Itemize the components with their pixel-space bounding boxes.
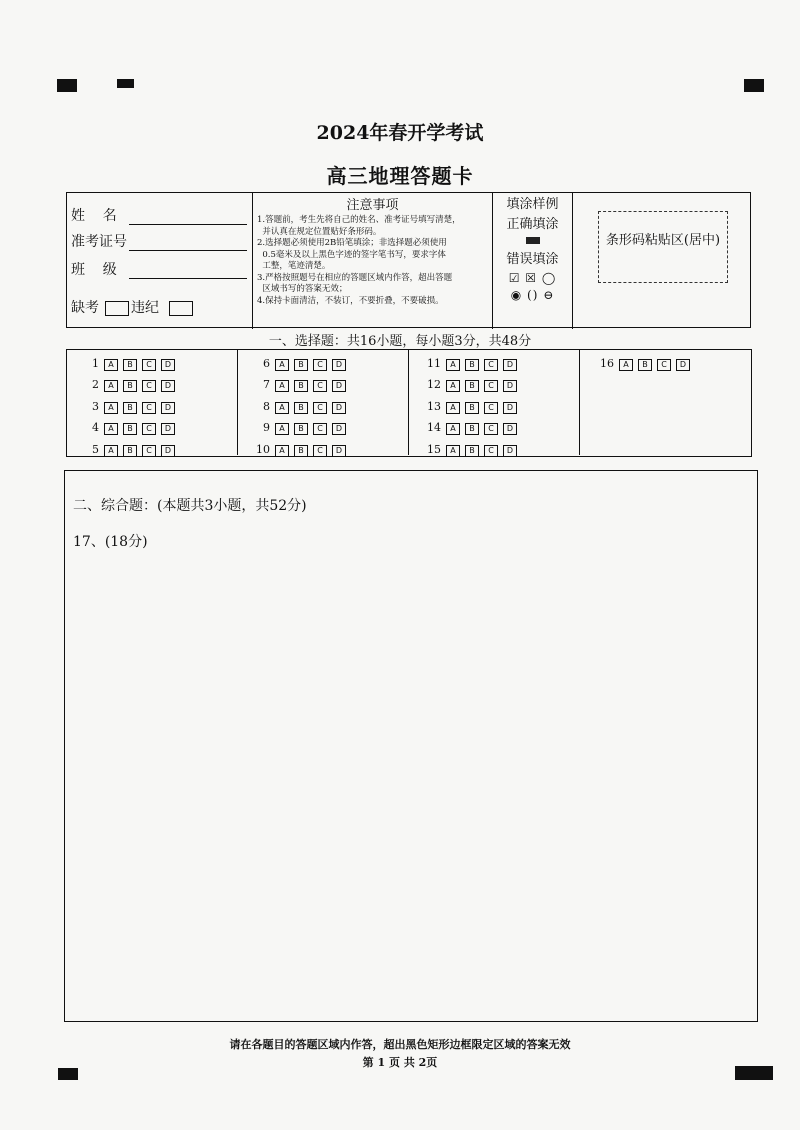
option-bubble-a[interactable]: A [275, 402, 289, 414]
class-row [71, 259, 247, 279]
class-field[interactable] [129, 264, 247, 279]
mc-question [423, 400, 522, 414]
option-bubble-d[interactable]: D [503, 445, 517, 457]
exam-id-field[interactable] [129, 236, 247, 251]
name-row [71, 205, 247, 225]
option-bubble-c[interactable]: C [484, 402, 498, 414]
question-number: 4 [92, 421, 99, 434]
option-bubble-d[interactable]: D [332, 359, 346, 371]
notice-item: 3.严格按照题号在相应的答题区域内作答，超出答题 [257, 272, 453, 283]
notice-item: 并认真在规定位置贴好条形码。 [257, 226, 382, 237]
question-number: 2 [92, 378, 99, 391]
registration-mark-top-right [744, 79, 764, 92]
multiple-choice-caption: 一、选择题：共16小题，每小题3分，共48分 [268, 334, 532, 349]
mc-question [423, 443, 522, 457]
option-bubble-b[interactable]: B [465, 380, 479, 392]
option-bubble-b[interactable]: B [294, 402, 308, 414]
violation-label: 违纪 [131, 300, 159, 316]
mc-question [252, 378, 351, 392]
wrong-fill-marks-row1: ☑ ☒ ◯ [508, 271, 557, 285]
mc-question [81, 378, 180, 392]
option-bubble-b[interactable]: B [294, 359, 308, 371]
option-bubble-b[interactable]: B [123, 380, 137, 392]
option-bubble-b[interactable]: B [123, 402, 137, 414]
question-number: 9 [263, 421, 270, 434]
exam-title: 2024年春开学考试 [316, 122, 484, 144]
mc-column [67, 350, 238, 455]
mc-question [252, 421, 351, 435]
option-bubble-b[interactable]: B [294, 423, 308, 435]
option-bubble-d[interactable]: D [503, 402, 517, 414]
option-bubble-a[interactable]: A [446, 359, 460, 371]
option-bubble-d[interactable]: D [161, 423, 175, 435]
option-bubble-b[interactable]: B [465, 445, 479, 457]
notice-item: 1.答题前，考生先将自己的姓名、准考证号填写清楚， [257, 215, 461, 225]
option-bubble-d[interactable]: D [332, 402, 346, 414]
question-number: 1 [92, 357, 99, 370]
question-number: 10 [256, 443, 270, 456]
option-bubble-b[interactable]: B [123, 445, 137, 457]
registration-mark-top-left-2 [117, 79, 134, 88]
question-number: 7 [263, 378, 270, 391]
mc-question [81, 443, 180, 457]
option-bubble-d[interactable]: D [332, 445, 346, 457]
option-bubble-b[interactable]: B [465, 423, 479, 435]
option-bubble-c[interactable]: C [142, 423, 156, 435]
wrong-fill-marks-row2: ◉ () ⊖ [510, 288, 555, 302]
mc-column [409, 350, 580, 455]
fill-example-panel [493, 193, 573, 329]
barcode-paste-area: 条形码粘贴区(居中) [598, 211, 728, 283]
option-bubble-d[interactable]: D [332, 380, 346, 392]
name-field[interactable] [129, 210, 247, 225]
notice-panel [253, 193, 493, 329]
option-bubble-d[interactable]: D [161, 359, 175, 371]
mc-question [423, 357, 522, 371]
mc-column [580, 350, 750, 455]
question-number: 13 [427, 400, 441, 413]
footer-warning: 请在各题目的答题区域内作答，超出黑色矩形边框限定区域的答案无效 [229, 1038, 571, 1051]
notice-item: 区域书写的答案无效； [257, 284, 348, 294]
option-bubble-d[interactable]: D [503, 359, 517, 371]
option-bubble-c[interactable]: C [484, 445, 498, 457]
question-number: 16 [600, 357, 614, 370]
option-bubble-a[interactable]: A [275, 380, 289, 392]
option-bubble-d[interactable]: D [161, 402, 175, 414]
question-number: 8 [263, 400, 270, 413]
option-bubble-d[interactable]: D [503, 423, 517, 435]
wrong-fill-label: 错误填涂 [506, 252, 559, 267]
question-number: 15 [427, 443, 441, 456]
option-bubble-c[interactable]: C [484, 380, 498, 392]
absent-label: 缺考 [71, 300, 99, 316]
option-bubble-b[interactable]: B [465, 359, 479, 371]
option-bubble-a[interactable]: A [619, 359, 633, 371]
option-bubble-d[interactable]: D [161, 445, 175, 457]
mc-question [423, 378, 522, 392]
page-number: 第 1 页 共 2页 [362, 1056, 438, 1069]
mc-question [81, 357, 180, 371]
mc-question [252, 443, 351, 457]
option-bubble-a[interactable]: A [104, 359, 118, 371]
notice-title: 注意事项 [346, 198, 399, 213]
violation-checkbox[interactable] [169, 301, 193, 316]
absent-violation-row [71, 297, 195, 317]
notice-item: 4.保持卡面清洁，不装订，不要折叠，不要破损。 [257, 295, 444, 306]
option-bubble-a[interactable]: A [275, 445, 289, 457]
student-info-panel [67, 193, 253, 329]
option-bubble-c[interactable]: C [142, 380, 156, 392]
exam-id-row [71, 231, 247, 251]
option-bubble-a[interactable]: A [446, 380, 460, 392]
class-label: 班 级 [71, 262, 117, 278]
option-bubble-a[interactable]: A [446, 402, 460, 414]
option-bubble-a[interactable]: A [104, 445, 118, 457]
option-bubble-d[interactable]: D [161, 380, 175, 392]
option-bubble-a[interactable]: A [104, 380, 118, 392]
question-number: 14 [427, 421, 441, 434]
option-bubble-c[interactable]: C [313, 445, 327, 457]
option-bubble-b[interactable]: B [123, 423, 137, 435]
option-bubble-d[interactable]: D [503, 380, 517, 392]
mc-question [81, 400, 180, 414]
option-bubble-d[interactable]: D [332, 423, 346, 435]
mc-column [238, 350, 409, 455]
option-bubble-a[interactable]: A [275, 359, 289, 371]
notice-item: 工整，笔迹清楚。 [257, 261, 331, 271]
option-bubble-c[interactable]: C [484, 423, 498, 435]
absent-checkbox[interactable] [105, 301, 129, 316]
option-bubble-c[interactable]: C [313, 359, 327, 371]
question-number: 3 [92, 400, 99, 413]
option-bubble-c[interactable]: C [142, 359, 156, 371]
option-bubble-b[interactable]: B [465, 402, 479, 414]
question-number: 5 [92, 443, 99, 456]
option-bubble-b[interactable]: B [123, 359, 137, 371]
mc-question [252, 357, 351, 371]
option-bubble-b[interactable]: B [294, 445, 308, 457]
option-bubble-c[interactable]: C [313, 380, 327, 392]
mc-question [423, 421, 522, 435]
question-number: 6 [263, 357, 270, 370]
option-bubble-c[interactable]: C [657, 359, 671, 371]
notice-item: 2.选择题必须使用2B铅笔填涂；非选择题必须使用 [257, 238, 447, 248]
mc-question [81, 421, 180, 435]
option-bubble-c[interactable]: C [313, 423, 327, 435]
option-bubble-a[interactable]: A [446, 445, 460, 457]
notice-list [257, 215, 492, 307]
option-bubble-c[interactable]: C [313, 402, 327, 414]
correct-fill-label: 正确填涂 [506, 217, 559, 232]
fill-example-title: 填涂样例 [506, 197, 559, 212]
multiple-choice-grid [66, 349, 752, 457]
registration-mark-top-left [57, 79, 77, 92]
mc-question [596, 357, 695, 371]
comprehensive-answer-area[interactable] [64, 470, 758, 1022]
info-section [66, 192, 751, 328]
correct-fill-mark [493, 235, 572, 250]
option-bubble-a[interactable]: A [446, 423, 460, 435]
option-bubble-a[interactable]: A [275, 423, 289, 435]
card-title: 高三地理答题卡 [326, 164, 474, 188]
option-bubble-b[interactable]: B [638, 359, 652, 371]
question-number: 12 [427, 378, 441, 391]
option-bubble-b[interactable]: B [294, 380, 308, 392]
option-bubble-a[interactable]: A [104, 423, 118, 435]
question-17-label: 17、(18分) [73, 534, 148, 550]
option-bubble-a[interactable]: A [104, 402, 118, 414]
option-bubble-d[interactable]: D [676, 359, 690, 371]
option-bubble-c[interactable]: C [142, 445, 156, 457]
section2-heading: 二、综合题：(本题共3小题，共52分) [73, 498, 307, 514]
option-bubble-c[interactable]: C [142, 402, 156, 414]
question-number: 11 [427, 357, 441, 370]
exam-id-label: 准考证号 [71, 234, 127, 250]
name-label: 姓 名 [71, 208, 117, 224]
option-bubble-c[interactable]: C [484, 359, 498, 371]
mc-question [252, 400, 351, 414]
notice-item: 0.5毫米及以上黑色字迹的签字笔书写，要求字体 [257, 249, 446, 260]
